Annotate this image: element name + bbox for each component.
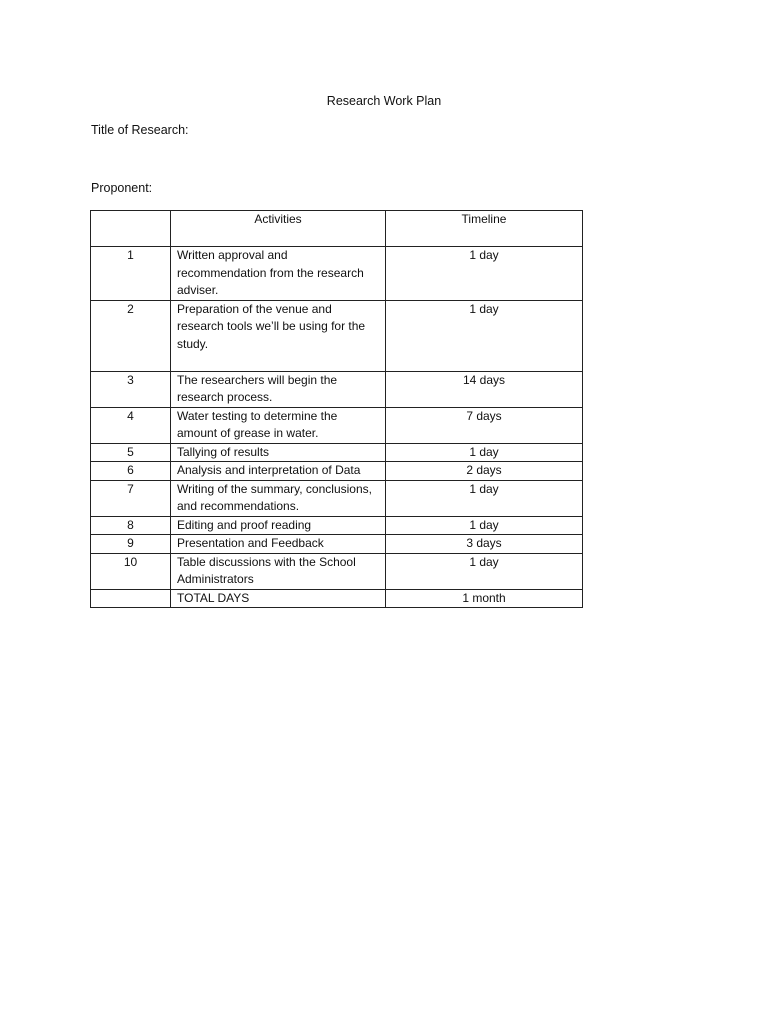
title-of-research-label: Title of Research: xyxy=(91,123,189,137)
row-timeline: 2 days xyxy=(386,462,583,481)
row-number: 6 xyxy=(91,462,171,481)
table-row xyxy=(91,443,583,462)
table-row xyxy=(91,516,583,535)
row-timeline: 1 day xyxy=(386,553,583,589)
row-activity: Water testing to determine the amount of grease in water. xyxy=(171,407,386,443)
header-activities: Activities xyxy=(171,211,386,247)
row-timeline: 1 day xyxy=(386,300,583,371)
row-number: 4 xyxy=(91,407,171,443)
row-timeline: 14 days xyxy=(386,371,583,407)
row-number: 9 xyxy=(91,535,171,554)
row-timeline: 1 day xyxy=(386,443,583,462)
row-timeline: 7 days xyxy=(386,407,583,443)
row-timeline: 3 days xyxy=(386,535,583,554)
row-activity: The researchers will begin the research process. xyxy=(171,371,386,407)
row-number: 1 xyxy=(91,247,171,301)
table-row xyxy=(91,371,583,407)
row-timeline: 1 day xyxy=(386,247,583,301)
work-plan-table xyxy=(90,210,583,608)
total-label: TOTAL DAYS xyxy=(171,589,386,608)
header-number xyxy=(91,211,171,247)
header-timeline: Timeline xyxy=(386,211,583,247)
row-number: 5 xyxy=(91,443,171,462)
row-number: 10 xyxy=(91,553,171,589)
table-row xyxy=(91,553,583,589)
document-title: Research Work Plan xyxy=(326,94,442,108)
table-row xyxy=(91,300,583,371)
table-row xyxy=(91,462,583,481)
table-header-row xyxy=(91,211,583,247)
row-number: 7 xyxy=(91,480,171,516)
row-timeline: 1 day xyxy=(386,480,583,516)
proponent-label: Proponent: xyxy=(91,181,153,195)
total-number-cell xyxy=(91,589,171,608)
table-total-row xyxy=(91,589,583,608)
row-activity: Analysis and interpretation of Data xyxy=(171,462,386,481)
row-activity: Written approval and recommendation from the research adviser. xyxy=(171,247,386,301)
row-timeline: 1 day xyxy=(386,516,583,535)
row-activity: Table discussions with the School Administrators xyxy=(171,553,386,589)
row-activity: Presentation and Feedback xyxy=(171,535,386,554)
row-activity: Preparation of the venue and research tools we’ll be using for the study. xyxy=(171,300,386,371)
row-activity: Tallying of results xyxy=(171,443,386,462)
row-activity: Editing and proof reading xyxy=(171,516,386,535)
table-row xyxy=(91,480,583,516)
row-number: 3 xyxy=(91,371,171,407)
row-number: 2 xyxy=(91,300,171,371)
table-row xyxy=(91,407,583,443)
table-row xyxy=(91,535,583,554)
row-number: 8 xyxy=(91,516,171,535)
table-row xyxy=(91,247,583,301)
total-value: 1 month xyxy=(386,589,583,608)
row-activity: Writing of the summary, conclusions, and recommendations. xyxy=(171,480,386,516)
